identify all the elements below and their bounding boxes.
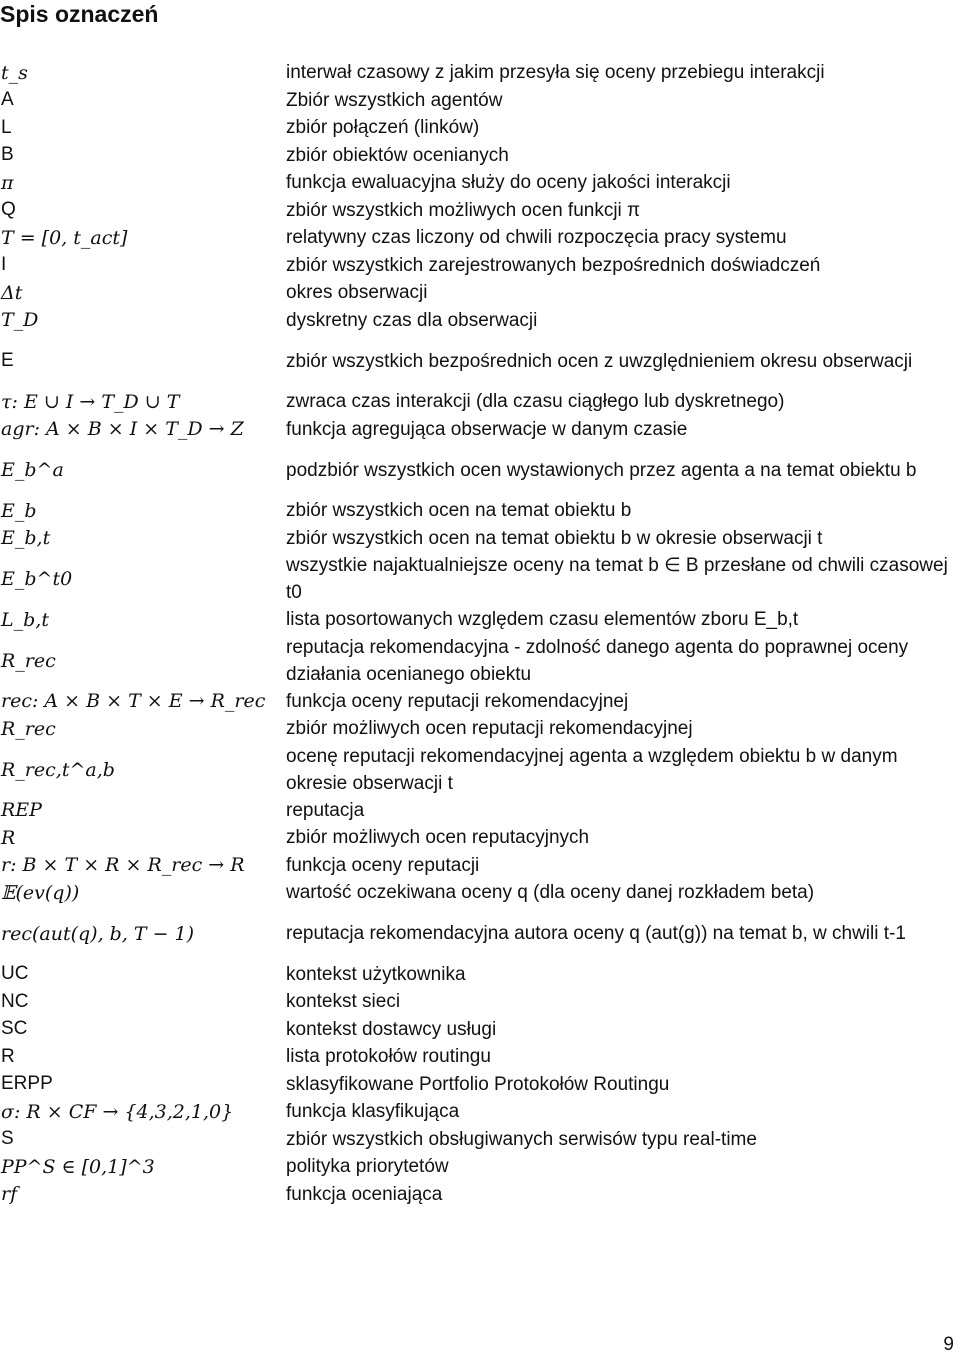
notation-definition: funkcja klasyfikująca bbox=[286, 1101, 460, 1123]
list-item bbox=[0, 334, 960, 388]
notation-symbol: E bbox=[1, 350, 14, 371]
page-number: 9 bbox=[943, 1334, 954, 1355]
list-item bbox=[0, 606, 960, 634]
notation-symbol: rf bbox=[1, 1183, 18, 1206]
list-item bbox=[0, 1153, 960, 1181]
notation-symbol: r: B × T × R × R_rec → R bbox=[1, 854, 245, 877]
list-item bbox=[0, 279, 960, 307]
list-item bbox=[0, 1071, 960, 1099]
notation-definition: zwraca czas interakcji (dla czasu ciągłego lub dyskretnego) bbox=[286, 391, 785, 413]
notation-symbol: L bbox=[1, 116, 12, 138]
list-item bbox=[0, 797, 960, 825]
notation-definition: funkcja ewaluacyjna służy do oceny jakości interakcji bbox=[286, 172, 731, 194]
list-item bbox=[0, 634, 960, 688]
list-item bbox=[0, 1181, 960, 1209]
notation-definition: reputacja rekomendacyjna autora oceny q (aut(g)) na temat b, w chwili t-1 bbox=[286, 923, 906, 944]
list-item bbox=[0, 197, 960, 225]
notation-definition: wszystkie najaktualniejsze oceny na temat b ∈ B przesłane od chwili czasowej t0 bbox=[286, 555, 948, 603]
notation-definition: zbiór możliwych ocen reputacyjnych bbox=[286, 827, 590, 849]
list-item bbox=[0, 961, 960, 989]
notation-definition: reputacja rekomendacyjna - zdolność danego agenta do poprawnej oceny działania ocenianego obiektu bbox=[286, 636, 909, 685]
list-item bbox=[0, 852, 960, 880]
notation-definition: relatywny czas liczony od chwili rozpoczęcia pracy systemu bbox=[286, 227, 787, 249]
notation-symbol: agr: A × B × I × T_D → Z bbox=[1, 418, 244, 441]
list-item bbox=[0, 416, 960, 444]
notation-definition: zbiór wszystkich ocen na temat obiektu b w okresie obserwacji t bbox=[286, 527, 823, 549]
notation-symbol: rec: A × B × T × E → R_rec bbox=[1, 690, 266, 713]
list-item bbox=[0, 59, 960, 87]
list-item bbox=[0, 497, 960, 525]
notation-symbol: B bbox=[1, 144, 14, 166]
list-item bbox=[0, 169, 960, 197]
list-item bbox=[0, 715, 960, 743]
list-item bbox=[0, 1016, 960, 1044]
list-item bbox=[0, 1098, 960, 1126]
notation-definition: wartość oczekiwana oceny q (dla oceny danej rozkładem beta) bbox=[286, 882, 815, 904]
notation-definition: funkcja oceny reputacji bbox=[286, 854, 480, 876]
notation-symbol: I bbox=[1, 254, 7, 276]
notation-definition: reputacja bbox=[286, 799, 365, 821]
notation-definition: okres obserwacji bbox=[286, 282, 428, 304]
notation-list bbox=[0, 59, 960, 1208]
notation-definition: ocenę reputacji rekomendacyjnej agenta a względem obiektu b w danym okresie obserwacji t bbox=[286, 745, 898, 794]
notation-symbol: t_s bbox=[1, 61, 28, 84]
notation-definition: zbiór wszystkich ocen na temat obiektu b bbox=[286, 500, 632, 522]
notation-definition: kontekst użytkownika bbox=[286, 963, 466, 985]
notation-definition: dyskretny czas dla obserwacji bbox=[286, 309, 538, 331]
list-item bbox=[0, 879, 960, 907]
list-item bbox=[0, 87, 960, 115]
notation-definition: zbiór możliwych ocen reputacji rekomendacyjnej bbox=[286, 718, 693, 740]
notation-definition: polityka priorytetów bbox=[286, 1156, 449, 1178]
list-item bbox=[0, 525, 960, 553]
notation-symbol: R_rec,t^a,b bbox=[1, 758, 115, 781]
notation-symbol: L_b,t bbox=[1, 608, 49, 631]
list-item bbox=[0, 988, 960, 1016]
list-item bbox=[0, 142, 960, 170]
list-item bbox=[0, 443, 960, 497]
notation-definition: kontekst sieci bbox=[286, 991, 401, 1013]
notation-symbol: E_b,t bbox=[1, 527, 51, 550]
notation-definition: zbiór wszystkich możliwych ocen funkcji π bbox=[286, 199, 641, 221]
notation-symbol: τ: E ∪ I → T_D ∪ T bbox=[1, 390, 180, 413]
notation-symbol: R_rec bbox=[1, 649, 56, 672]
notation-symbol: REP bbox=[1, 799, 42, 822]
notation-symbol: rec(aut(q), b, T − 1) bbox=[1, 922, 195, 945]
notation-definition: kontekst dostawcy usługi bbox=[286, 1018, 497, 1040]
notation-symbol: UC bbox=[1, 963, 29, 985]
notation-symbol: E_b^t0 bbox=[1, 568, 73, 590]
notation-definition: zbiór wszystkich zarejestrowanych bezpośrednich doświadczeń bbox=[286, 254, 821, 276]
notation-definition: lista posortowanych względem czasu elementów zboru E_b,t bbox=[286, 609, 799, 631]
list-item bbox=[0, 388, 960, 416]
notation-symbol: NC bbox=[1, 990, 29, 1012]
list-item bbox=[0, 307, 960, 335]
notation-definition: Zbiór wszystkich agentów bbox=[286, 89, 503, 111]
notation-symbol: E_b^a bbox=[1, 459, 64, 481]
notation-symbol: T_D bbox=[1, 309, 39, 332]
notation-definition: zbiór połączeń (linków) bbox=[286, 117, 480, 139]
notation-symbol: R bbox=[1, 1045, 15, 1067]
notation-definition: zbiór wszystkich bezpośrednich ocen z uwzględnieniem okresu obserwacji bbox=[286, 350, 913, 372]
notation-symbol: Δt bbox=[1, 281, 23, 304]
notation-definition: sklasyfikowane Portfolio Protokołów Routingu bbox=[286, 1073, 670, 1095]
list-item bbox=[0, 1043, 960, 1071]
page-title: Spis oznaczeń bbox=[0, 1, 159, 27]
notation-definition: lista protokołów routingu bbox=[286, 1046, 491, 1068]
list-item bbox=[0, 114, 960, 142]
list-item bbox=[0, 688, 960, 716]
notation-symbol: SC bbox=[1, 1018, 28, 1040]
notation-definition: funkcja agregująca obserwacje w danym czasie bbox=[286, 418, 688, 440]
list-item bbox=[0, 1126, 960, 1154]
notation-definition: funkcja oceny reputacji rekomendacyjnej bbox=[286, 690, 629, 712]
notation-symbol: E_b bbox=[1, 499, 37, 522]
notation-symbol: R bbox=[1, 826, 16, 849]
list-item bbox=[0, 252, 960, 280]
notation-symbol: σ: R × CF → {4,3,2,1,0} bbox=[1, 1100, 234, 1123]
notation-symbol: PP^S ∈ [0,1]^3 bbox=[1, 1155, 155, 1178]
notation-definition: funkcja oceniająca bbox=[286, 1183, 443, 1205]
list-item bbox=[0, 224, 960, 252]
notation-definition: podzbiór wszystkich ocen wystawionych przez agenta a na temat obiektu b bbox=[286, 459, 917, 481]
notation-symbol: Q bbox=[1, 199, 16, 221]
notation-symbol: ERPP bbox=[1, 1073, 53, 1095]
notation-symbol: 𝔼(ev(q)) bbox=[1, 881, 80, 904]
notation-symbol: T = [0, t_act] bbox=[1, 226, 128, 249]
notation-definition: interwał czasowy z jakim przesyła się oceny przebiegu interakcji bbox=[286, 62, 825, 84]
list-item bbox=[0, 824, 960, 852]
list-item bbox=[0, 743, 960, 797]
notation-symbol: π bbox=[1, 171, 14, 194]
notation-symbol: R_rec bbox=[1, 717, 56, 740]
notation-definition: zbiór obiektów ocenianych bbox=[286, 144, 509, 166]
notation-symbol: A bbox=[1, 89, 14, 111]
notation-symbol: S bbox=[1, 1128, 14, 1150]
notation-definition: zbiór wszystkich obsługiwanych serwisów typu real-time bbox=[286, 1128, 757, 1150]
list-item bbox=[0, 907, 960, 961]
list-item bbox=[0, 552, 960, 606]
